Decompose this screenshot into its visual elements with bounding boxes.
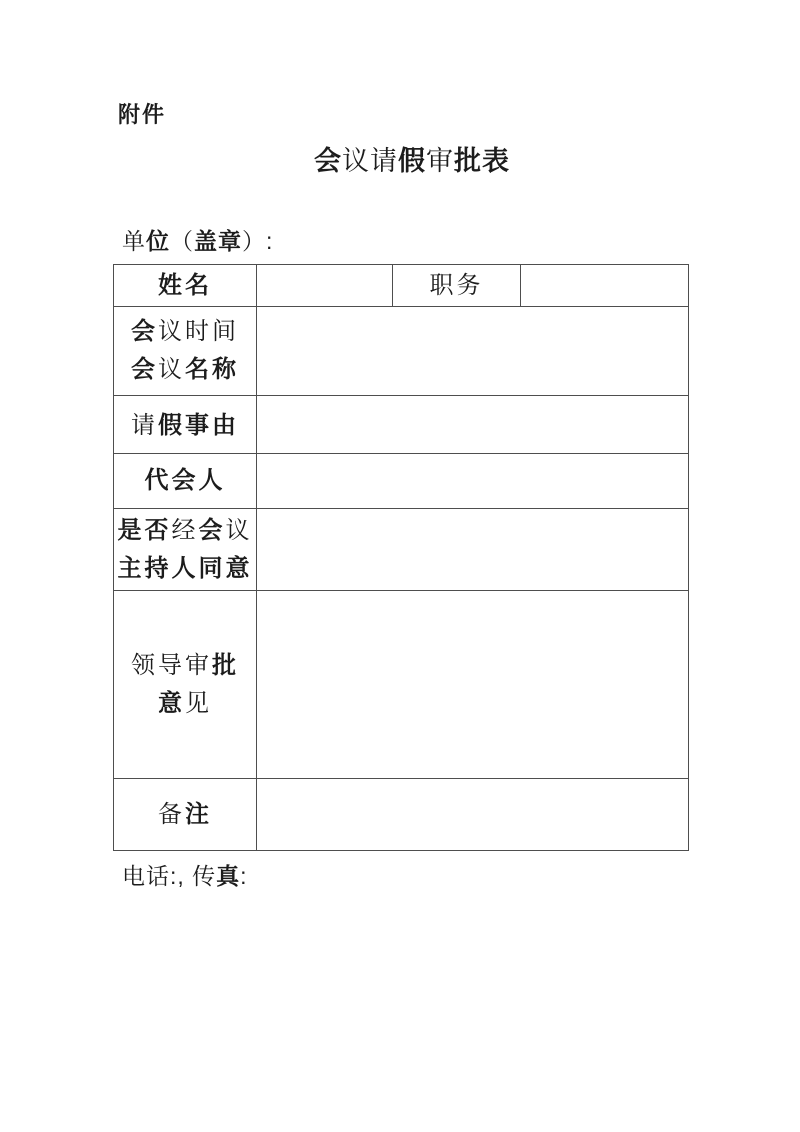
remarks-label: 备注 bbox=[158, 800, 212, 828]
host-consent-label-cell bbox=[114, 509, 257, 591]
name-label: 姓名 bbox=[158, 271, 212, 299]
position-value-cell bbox=[521, 265, 689, 307]
remarks-label-cell bbox=[114, 779, 257, 851]
table-row-substitute-attendee bbox=[114, 454, 689, 509]
leader-approval-label-line2: 意见 bbox=[158, 689, 212, 717]
footer-contact: 电话:, 传真: bbox=[122, 863, 248, 889]
table-row-remarks bbox=[114, 779, 689, 851]
leader-approval-label-cell bbox=[114, 591, 257, 779]
attachment-label: 附件 bbox=[118, 102, 167, 127]
table-row-leave-reason bbox=[114, 396, 689, 454]
meeting-time-label: 会议时间 bbox=[131, 318, 239, 345]
meeting-time-name-value-cell bbox=[257, 307, 689, 396]
table-row-host-consent bbox=[114, 509, 689, 591]
unit-seal-label: 单位（盖章）: bbox=[122, 228, 274, 254]
remarks-value-cell bbox=[257, 779, 689, 851]
meeting-name-label: 会议名称 bbox=[131, 356, 239, 383]
leave-reason-label: 请假事由 bbox=[131, 412, 239, 439]
leader-approval-label-line1: 领导审批 bbox=[131, 651, 239, 679]
leave-reason-label-cell bbox=[114, 396, 257, 454]
host-consent-label-line2: 主持人同意 bbox=[117, 554, 253, 582]
meeting-time-name-label-cell bbox=[114, 307, 257, 396]
name-value-cell bbox=[257, 265, 393, 307]
approval-form-table bbox=[113, 264, 689, 851]
leave-reason-value-cell bbox=[257, 396, 689, 454]
position-label-cell bbox=[393, 265, 521, 307]
name-label-cell bbox=[114, 265, 257, 307]
host-consent-value-cell bbox=[257, 509, 689, 591]
document-title: 会议请假审批表 bbox=[314, 146, 510, 176]
substitute-attendee-label: 代会人 bbox=[144, 467, 226, 494]
position-label: 职务 bbox=[429, 271, 484, 299]
table-row-name bbox=[114, 265, 689, 307]
table-row-meeting-time-name bbox=[114, 307, 689, 396]
table-row-leader-approval bbox=[114, 591, 689, 779]
host-consent-label-line1: 是否经会议 bbox=[117, 516, 253, 544]
substitute-attendee-label-cell bbox=[114, 454, 257, 509]
leader-approval-value-cell bbox=[257, 591, 689, 779]
substitute-attendee-value-cell bbox=[257, 454, 689, 509]
